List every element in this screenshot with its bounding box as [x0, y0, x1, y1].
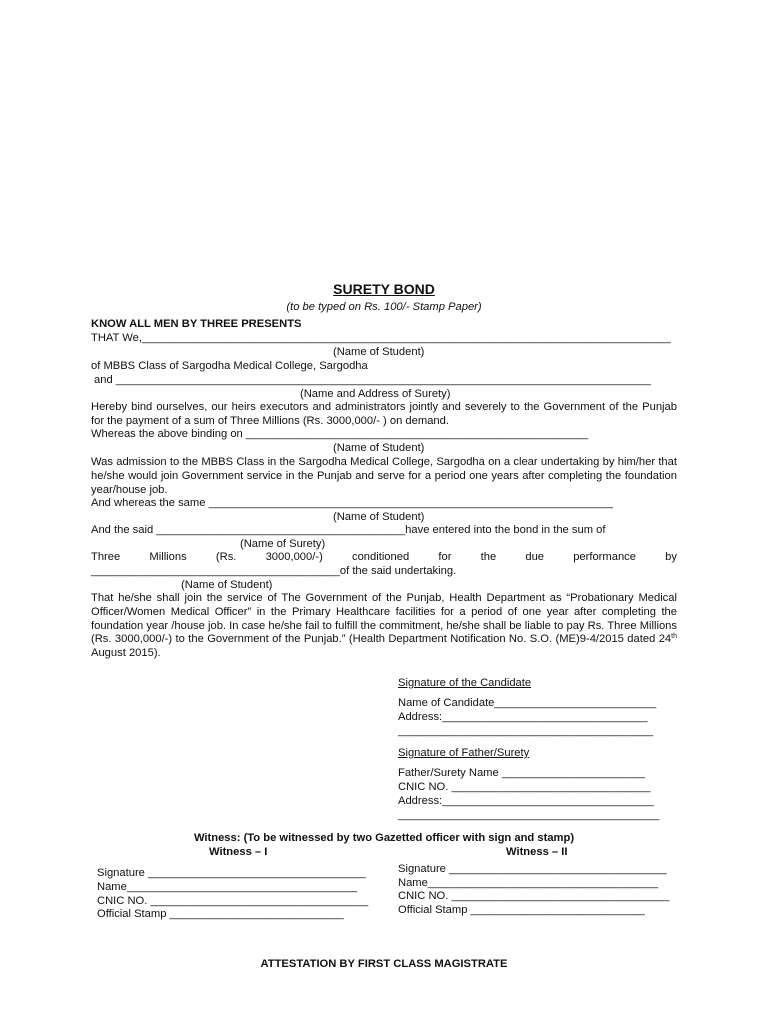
name-of-student-caption-2: (Name of Student) [333, 442, 425, 454]
and-the-said-line: And the said ________________________________________have entered into the bond in the sum of [91, 524, 606, 536]
candidate-address-blank: _________________________________________ [398, 725, 654, 737]
that-he-she-text: That he/she shall join the service of The Government of the Punjab, Health Department as “Probationary Medical Officer/Women Medical Officer” in the Primary Healthcare facilities for a period of one year after completing the foundation year /house job. In case he/she fail to fulfill the commitment, he/she shall be liable to pay Rs. Three Millions (Rs. 3000,000/-) to the Government of the Punjab.” (Health Department Notification No. S.O. (ME)9-4/2015 dated 24 [91, 592, 677, 646]
said-undertaking-line: ________________________________________of the said undertaking. [91, 565, 457, 577]
witness-2-name-line: Name_____________________________________ [398, 877, 659, 889]
that-we-line: THAT We,_____________________________________________________________________________________ [91, 332, 671, 344]
know-all-heading: KNOW ALL MEN BY THREE PRESENTS [91, 318, 302, 330]
document-subtitle: (to be typed on Rs. 100/- Stamp Paper) [286, 301, 482, 313]
witness-1-name-line: Name_____________________________________ [97, 881, 358, 893]
name-address-surety-caption: (Name and Address of Surety) [300, 388, 451, 400]
hereby-bind-paragraph: Hereby bind ourselves, our heirs executors and administrators jointly and severely to the Government of the Punjab for the payment of a sum of Three Millions (Rs. 3000,000/- ) on demand. [91, 401, 677, 427]
whereas-binding-line: Whereas the above binding on _______________________________________________________ [91, 428, 589, 440]
name-of-student-caption-3: (Name of Student) [333, 511, 425, 523]
surety-signature-label: Signature of Father/Surety [398, 747, 530, 759]
that-he-she-paragraph [91, 592, 677, 661]
surety-address-line: Address:__________________________________ [398, 795, 654, 807]
name-of-student-caption-4: (Name of Student) [181, 579, 273, 591]
surety-name-line: Father/Surety Name _______________________ [398, 767, 645, 779]
name-of-surety-caption: (Name of Surety) [240, 538, 326, 550]
surety-cnic-line: CNIC NO. ________________________________ [398, 781, 651, 793]
witness-2-label: Witness – II [506, 846, 568, 858]
three-millions-line: Three Millions (Rs. 3000,000/-) conditioned for the due performance by [91, 551, 677, 563]
august-text: August 2015). [91, 647, 161, 660]
witness-1-cnic-line: CNIC NO. ___________________________________ [97, 895, 369, 907]
of-mbbs-line: of MBBS Class of Sargodha Medical College, Sargodha [91, 360, 368, 372]
candidate-name-line: Name of Candidate__________________________ [398, 697, 657, 709]
witness-1-signature-line: Signature ___________________________________ [97, 867, 366, 879]
witness-1-stamp-line: Official Stamp ____________________________ [97, 908, 344, 920]
witness-1-label: Witness – I [209, 846, 268, 858]
witness-2-signature-line: Signature ___________________________________ [398, 863, 667, 875]
was-admission-paragraph: Was admission to the MBBS Class in the Sargodha Medical College, Sargodha on a clear undertaking by him/her that he/she would join Government service in the Punjab and serve for a period one years after completing the foundation year/house job. [91, 456, 677, 496]
witness-2-cnic-line: CNIC NO. ___________________________________ [398, 890, 670, 902]
and-surety-line: and ______________________________________________________________________________________ [94, 374, 651, 386]
and-whereas-line: And whereas the same _________________________________________________________________ [91, 497, 613, 509]
candidate-signature-label: Signature of the Candidate [398, 677, 532, 689]
document-title: SURETY BOND [333, 281, 435, 297]
candidate-address-line: Address:_________________________________ [398, 711, 648, 723]
witness-header: Witness: (To be witnessed by two Gazetted officer with sign and stamp) [193, 832, 575, 844]
witness-2-stamp-line: Official Stamp ____________________________ [398, 904, 645, 916]
th-superscript: th [671, 633, 677, 641]
surety-address-blank: __________________________________________ [398, 809, 660, 821]
attestation-heading: ATTESTATION BY FIRST CLASS MAGISTRATE [260, 958, 508, 970]
name-of-student-caption-1: (Name of Student) [333, 346, 425, 358]
